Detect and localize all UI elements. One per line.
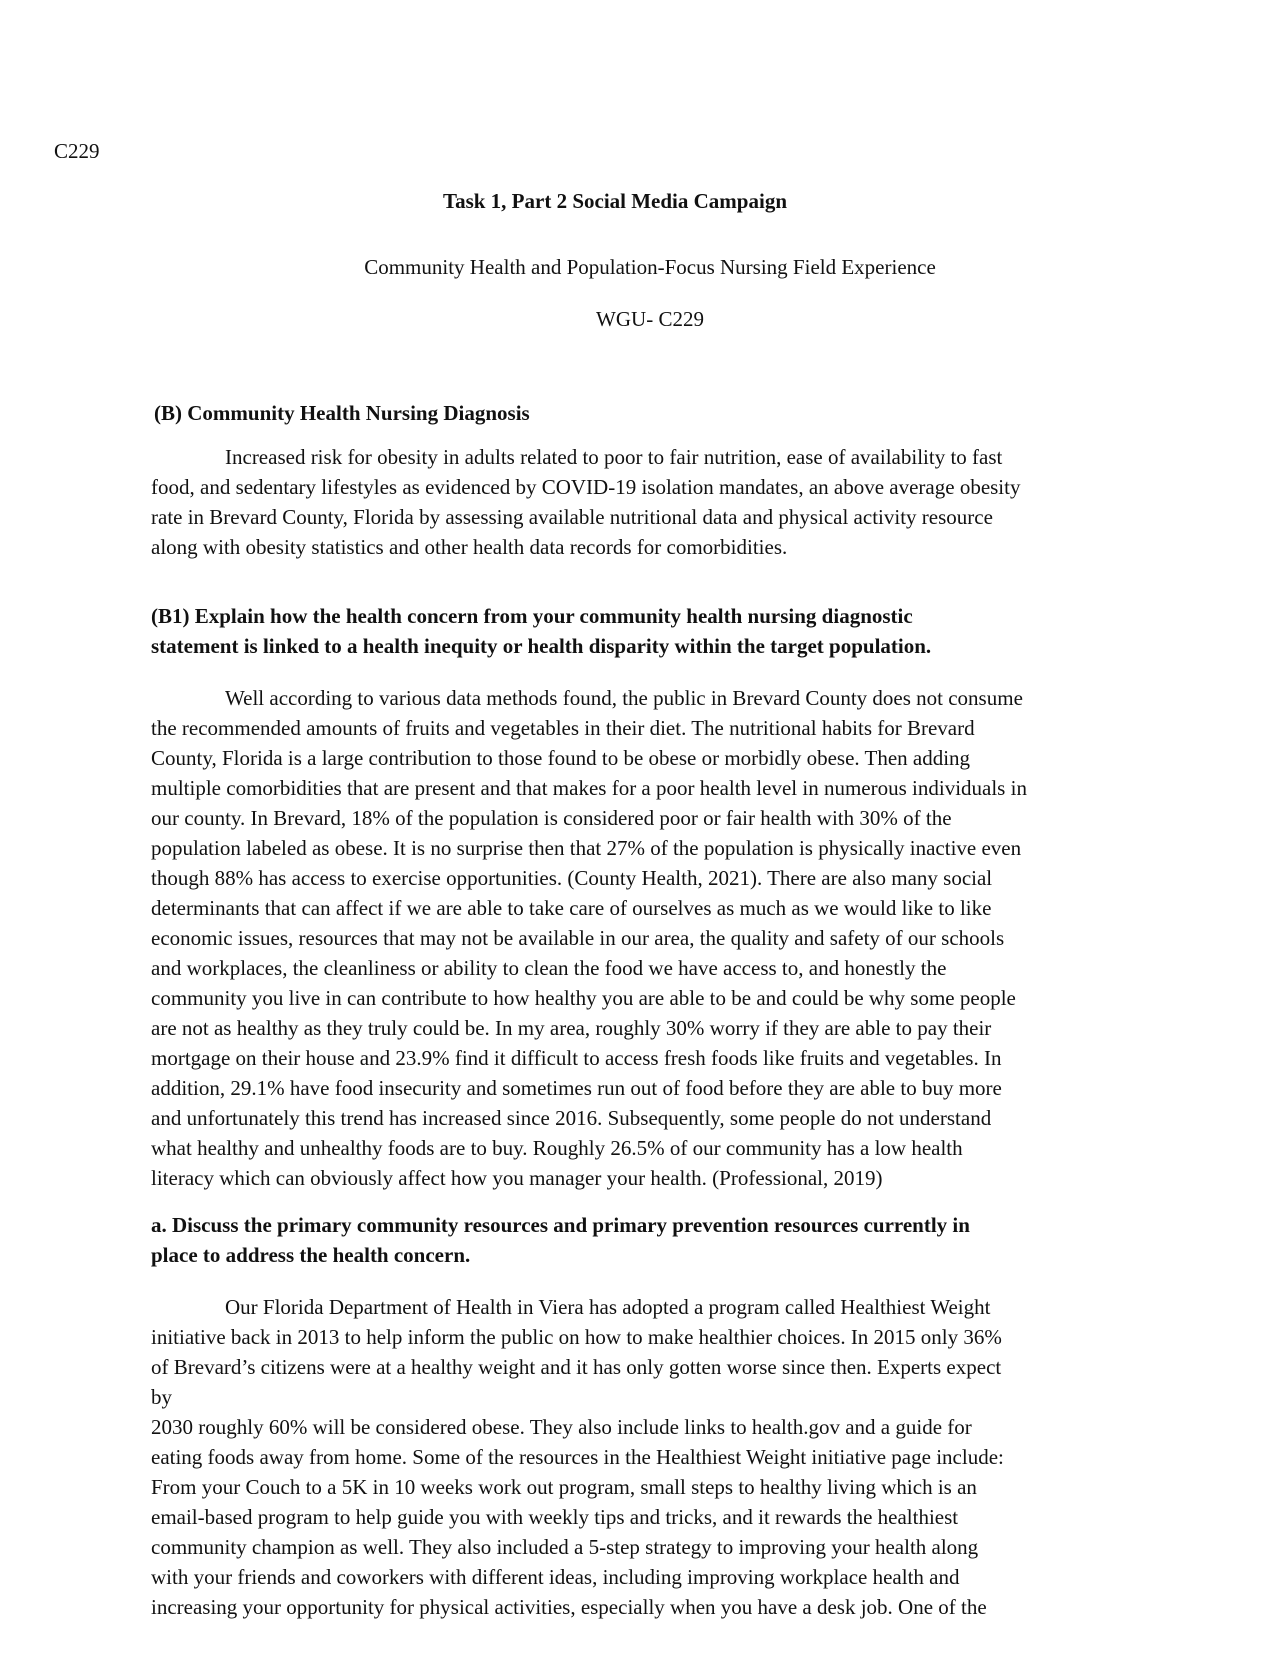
paragraph-line: determinants that can affect if we are able to take care of ourselves as much as we would like to like <box>151 896 992 920</box>
paragraph-line: literacy which can obviously affect how you manager your health. (Professional, 2019) <box>151 1166 883 1190</box>
paragraph-line: email-based program to help guide you with weekly tips and tricks, and it rewards the healthiest <box>151 1505 959 1529</box>
heading-line: statement is linked to a health inequity or health disparity within the target population. <box>151 634 932 658</box>
paragraph-line: community champion as well. They also included a 5-step strategy to improving your health along <box>151 1535 979 1559</box>
section-b-paragraph <box>151 442 1111 562</box>
section-b1-paragraph <box>151 683 1111 1193</box>
paragraph-line: mortgage on their house and 23.9% find it difficult to access fresh foods like fruits and vegetables. In <box>151 1046 1002 1070</box>
paragraph-line: our county. In Brevard, 18% of the population is considered poor or fair health with 30% of the <box>151 806 952 830</box>
document-subtitle: Community Health and Population-Focus Nursing Field Experience <box>364 255 936 279</box>
document-title: Task 1, Part 2 Social Media Campaign <box>443 189 787 213</box>
paragraph-line: Our Florida Department of Health in Viera has adopted a program called Healthiest Weight <box>225 1295 991 1319</box>
paragraph-line: Increased risk for obesity in adults related to poor to fair nutrition, ease of availability to fast <box>225 445 1003 469</box>
section-b-heading: (B) Community Health Nursing Diagnosis <box>154 401 530 425</box>
paragraph-line: From your Couch to a 5K in 10 weeks work out program, small steps to healthy living which is an <box>151 1475 977 1499</box>
paragraph-line: multiple comorbidities that are present and that makes for a poor health level in numerous individuals in <box>151 776 1027 800</box>
paragraph-line: economic issues, resources that may not be available in our area, the quality and safety of our schools <box>151 926 1005 950</box>
paragraph-line: with your friends and coworkers with different ideas, including improving workplace health and <box>151 1565 960 1589</box>
paragraph-line: along with obesity statistics and other health data records for comorbidities. <box>151 535 788 559</box>
paragraph-line: rate in Brevard County, Florida by assessing available nutritional data and physical activity resource <box>151 505 993 529</box>
paragraph-line: Well according to various data methods found, the public in Brevard County does not consume <box>225 686 1023 710</box>
heading-line: (B1) Explain how the health concern from your community health nursing diagnostic <box>151 604 913 628</box>
paragraph-line: initiative back in 2013 to help inform the public on how to make healthier choices. In 2015 only 36% <box>151 1325 1002 1349</box>
paragraph-line: though 88% has access to exercise opportunities. (County Health, 2021). There are also many social <box>151 866 993 890</box>
paragraph-line: food, and sedentary lifestyles as evidenced by COVID-19 isolation mandates, an above average obesity <box>151 475 1021 499</box>
paragraph-line: by <box>151 1385 172 1409</box>
header-code: C229 <box>54 139 100 163</box>
paragraph-line: addition, 29.1% have food insecurity and sometimes run out of food before they are able to buy more <box>151 1076 1002 1100</box>
section-a-heading <box>151 1210 1111 1270</box>
paragraph-line: and unfortunately this trend has increased since 2016. Subsequently, some people do not understand <box>151 1106 992 1130</box>
paragraph-line: population labeled as obese. It is no surprise then that 27% of the population is physically inactive even <box>151 836 1022 860</box>
paragraph-line: the recommended amounts of fruits and vegetables in their diet. The nutritional habits for Brevard <box>151 716 975 740</box>
paragraph-line: eating foods away from home. Some of the resources in the Healthiest Weight initiative page include: <box>151 1445 1004 1469</box>
paragraph-line: what healthy and unhealthy foods are to buy. Roughly 26.5% of our community has a low health <box>151 1136 963 1160</box>
section-b1-heading <box>151 601 1111 661</box>
paragraph-line: are not as healthy as they truly could be. In my area, roughly 30% worry if they are able to pay their <box>151 1016 992 1040</box>
heading-line: a. Discuss the primary community resources and primary prevention resources currently in <box>151 1213 970 1237</box>
section-a-paragraph <box>151 1292 1111 1622</box>
paragraph-line: increasing your opportunity for physical activities, especially when you have a desk job. One of the <box>151 1595 987 1619</box>
heading-line: place to address the health concern. <box>151 1243 471 1267</box>
paragraph-line: of Brevard’s citizens were at a healthy weight and it has only gotten worse since then. Experts expect <box>151 1355 1002 1379</box>
paragraph-line: County, Florida is a large contribution to those found to be obese or morbidly obese. Then adding <box>151 746 971 770</box>
course-code: WGU- C229 <box>596 307 704 331</box>
paragraph-line: community you live in can contribute to how healthy you are able to be and could be why some people <box>151 986 1016 1010</box>
paragraph-line: 2030 roughly 60% will be considered obese. They also include links to health.gov and a guide for <box>151 1415 972 1439</box>
paragraph-line: and workplaces, the cleanliness or ability to clean the food we have access to, and honestly the <box>151 956 947 980</box>
